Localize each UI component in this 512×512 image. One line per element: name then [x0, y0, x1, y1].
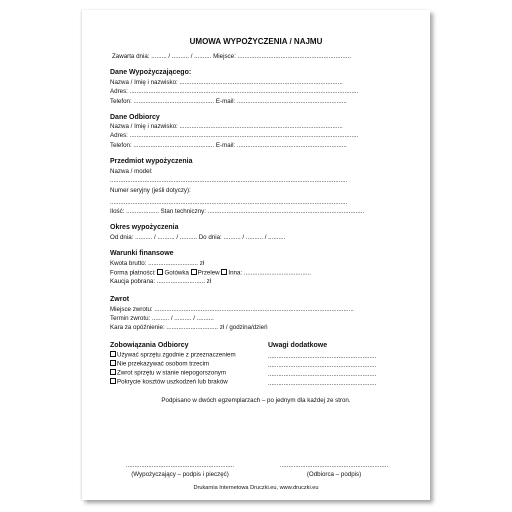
recipient-name-field: Nazwa / Imię i nazwisko: ............................................................................................... [110, 123, 343, 130]
cash-checkbox[interactable] [157, 269, 163, 275]
transfer-label: Przelew [197, 269, 220, 277]
model-label: Nazwa / model: [110, 168, 153, 175]
lender-phone-email-field: Telefon: ............................................... E-mail: ................................................................ [110, 98, 347, 105]
obligation-item: Zwrot sprzętu w stanie niepogorszonym [110, 369, 226, 377]
footer-printer-note: Drukarnia Internetowa Druczki.eu, www.druczki.eu [193, 485, 319, 491]
penalty-field: Kara za opóźnienie: .............................. zł / godzina/dzień [110, 324, 268, 331]
subject-heading: Przedmiot wypożyczenia [110, 158, 193, 165]
obligation-checkbox[interactable] [110, 360, 116, 366]
obligation-item: Używać sprzętu zgodnie z przeznaczeniem [110, 351, 236, 359]
notes-line: ............................................................... [268, 362, 377, 369]
other-label: Inna: ....................................... [228, 269, 311, 277]
transfer-checkbox[interactable] [191, 269, 197, 275]
recipient-heading: Dane Odbiorcy [110, 114, 160, 121]
document-sheet [82, 10, 430, 500]
lender-heading: Dane Wypożyczającego: [110, 69, 192, 76]
recipient-phone-email-field: Telefon: ............................................... E-mail: ................................................................ [110, 142, 347, 149]
obligations-heading: Zobowiązania Odbiorcy [110, 342, 189, 349]
recipient-signature-line: ............................................................... [279, 462, 389, 469]
notes-line: ............................................................... [268, 353, 377, 360]
date-place-line: Zawarta dnia: ......... / .......... / .......... Miejsce: .................................................................. [112, 53, 351, 60]
lender-signature-line: ............................................................... [125, 462, 235, 469]
return-place-field: Miejsce zwrotu: .................................................................................................................... [110, 306, 354, 313]
recipient-signature-caption: (Odbiorca – podpis) [306, 471, 362, 478]
other-checkbox[interactable] [221, 269, 227, 275]
notes-heading: Uwagi dodatkowe [268, 342, 328, 349]
notes-line: ............................................................... [268, 371, 377, 378]
lender-name-field: Nazwa / Imię i nazwisko: ............................................................................................... [110, 79, 343, 86]
obligation-item: Nie przekazywać osobom trzecim [110, 360, 209, 368]
return-date-field: Termin zwrotu: .......... / .......... / .......... [110, 315, 214, 322]
obligation-checkbox[interactable] [110, 351, 116, 357]
gross-amount-field: Kwota brutto: ............................. zł [110, 260, 205, 267]
serial-label: Numer seryjny (jeśli dotyczy): [110, 187, 191, 194]
lender-signature-caption: (Wypożyczający – podpis i pieczęć) [131, 471, 229, 478]
recipient-address-field: Adres: ..................................................................................................................................... [110, 132, 359, 139]
financial-heading: Warunki finansowe [110, 250, 174, 257]
payment-method-label: Forma płatności: [110, 269, 156, 277]
serial-line: .......................................................................................................................................... [110, 199, 348, 206]
quantity-condition-field: Ilość: ................... Stan techniczny: ........................................................................................... [110, 208, 365, 215]
lender-address-field: Adres: ..................................................................................................................................... [110, 88, 359, 95]
return-heading: Zwrot [110, 296, 130, 303]
document-title: UMOWA WYPOŻYCZENIA / NAJMU [189, 37, 323, 46]
obligation-item: Pokrycie kosztów uszkodzeń lub braków [110, 378, 228, 386]
period-dates-field: Od dnia: .......... / .......... / .......... Do dnia: .......... / .......... / .......... [110, 234, 286, 241]
cash-label: Gotówka [164, 269, 189, 277]
payment-method-row [110, 269, 311, 277]
notes-line: ............................................................... [268, 380, 377, 387]
deposit-field: Kaucja pobrana: ............................ zł [110, 278, 212, 285]
obligation-checkbox[interactable] [110, 369, 116, 375]
model-line: .......................................................................................................................................... [110, 177, 348, 184]
signed-note: Podpisano w dwóch egzemplarzach – po jednym dla każdej ze stron. [161, 397, 351, 404]
period-heading: Okres wypożyczenia [110, 224, 179, 231]
obligation-checkbox[interactable] [110, 378, 116, 384]
